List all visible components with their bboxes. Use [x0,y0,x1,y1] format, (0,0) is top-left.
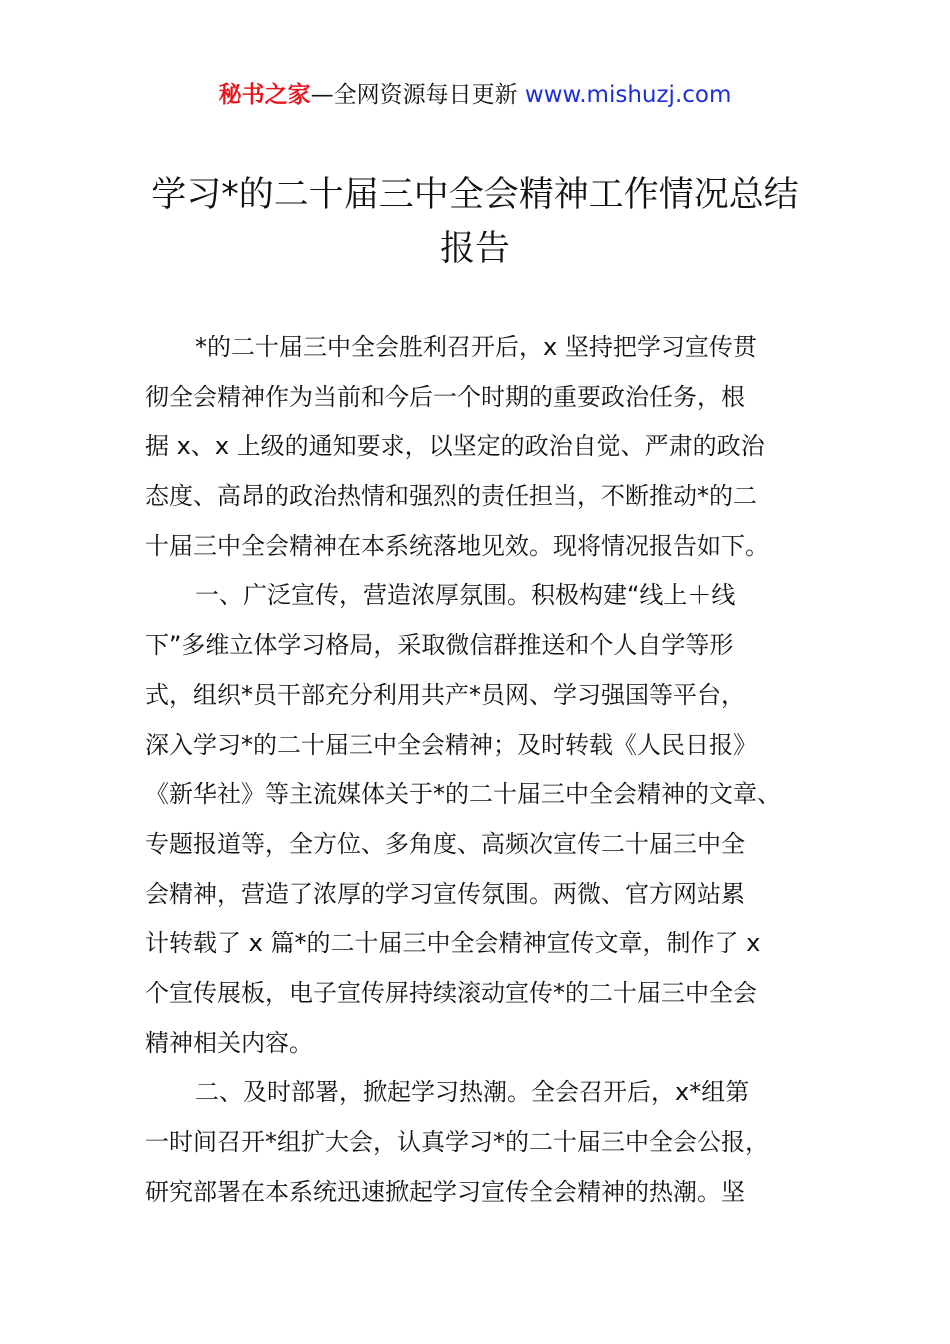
header-slogan: —全网资源每日更新 [310,82,525,108]
body-line: 《新华社》等主流媒体关于*的二十届三中全会精神的文章、 [145,780,781,809]
body-line: 专题报道等，全方位、多角度、高频次宣传二十届三中全 [145,829,745,858]
brand-name: 秘书之家 [218,82,311,108]
body-line: 个宣传展板，电子宣传屏持续滚动宣传*的二十届三中全会 [145,978,757,1007]
title-line: 学习*的二十届三中全会精神工作情况总结 [151,175,799,215]
site-url: www.mishuzj.com [524,82,732,108]
body-line: 深入学习*的二十届三中全会精神；及时转载《人民日报》 [145,730,757,759]
body-line: 下”多维立体学习格局，采取微信群推送和个人自学等形 [145,631,734,660]
document-body [145,323,810,1217]
body-line: *的二十届三中全会胜利召开后，x 坚持把学习宣传贯 [195,333,757,361]
body-line: 一、广泛宣传，营造浓厚氛围。积极构建“线上＋线 [195,581,736,610]
body-line: 会精神，营造了浓厚的学习宣传氛围。两微、官方网站累 [145,879,745,908]
site-header [0,78,950,112]
document-title [120,168,830,276]
body-line: 二、及时部署，掀起学习热潮。全会召开后，x*组第 [195,1078,750,1107]
body-line: 式，组织*员干部充分利用共产*员网、学习强国等平台， [145,680,745,709]
body-line: 研究部署在本系统迅速掀起学习宣传全会精神的热潮。坚 [145,1177,745,1206]
body-line: 据 x、x 上级的通知要求，以坚定的政治自觉、严肃的政治 [145,432,765,461]
body-line: 精神相关内容。 [145,1028,313,1057]
body-line: 彻全会精神作为当前和今后一个时期的重要政治任务，根 [145,382,745,411]
title-line: 报告 [439,229,510,269]
body-line: 十届三中全会精神在本系统落地见效。现将情况报告如下。 [145,531,769,560]
body-line: 态度、高昂的政治热情和强烈的责任担当，不断推动*的二 [145,482,757,511]
body-line: 计转载了 x 篇*的二十届三中全会精神宣传文章，制作了 x [145,929,761,958]
body-line: 一时间召开*组扩大会，认真学习*的二十届三中全会公报， [145,1128,769,1156]
